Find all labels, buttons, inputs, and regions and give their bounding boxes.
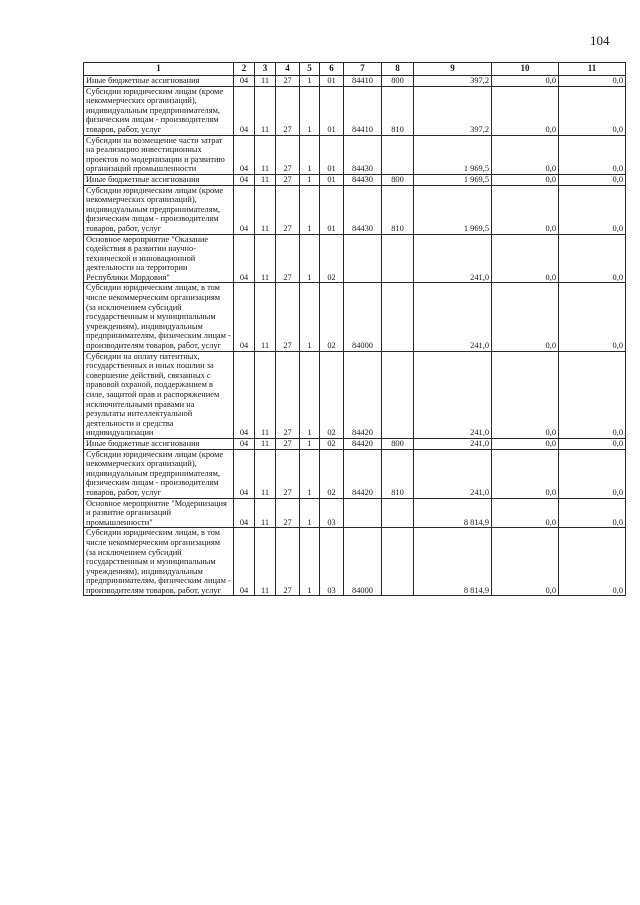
table-cell: 84430 bbox=[344, 135, 382, 174]
column-header: 7 bbox=[344, 63, 382, 76]
table-cell: 11 bbox=[255, 174, 276, 185]
table-cell: 810 bbox=[382, 449, 414, 498]
table-cell: 04 bbox=[234, 351, 255, 438]
table-cell bbox=[382, 528, 414, 596]
table-cell bbox=[382, 351, 414, 438]
table-cell: 241,0 bbox=[414, 438, 492, 449]
table-cell: 241,0 bbox=[414, 234, 492, 283]
table-cell: 0,0 bbox=[559, 438, 626, 449]
table-cell: 03 bbox=[320, 498, 344, 528]
table-cell: 27 bbox=[276, 498, 300, 528]
table-cell: 241,0 bbox=[414, 351, 492, 438]
table-cell: 810 bbox=[382, 86, 414, 135]
row-name-cell: Субсидии юридическим лицам (кроме некоммерческих организаций), индивидуальным предпринимателям, физическим лицам - производителям товаров, работ, услуг bbox=[84, 185, 234, 234]
table-cell: 0,0 bbox=[559, 174, 626, 185]
table-cell: 0,0 bbox=[492, 135, 559, 174]
table-row bbox=[84, 283, 626, 351]
table-cell: 01 bbox=[320, 86, 344, 135]
table-row bbox=[84, 438, 626, 449]
table-cell: 0,0 bbox=[492, 498, 559, 528]
table-cell: 01 bbox=[320, 76, 344, 87]
table-cell: 27 bbox=[276, 174, 300, 185]
table-cell: 0,0 bbox=[492, 174, 559, 185]
table-cell: 1 bbox=[300, 86, 320, 135]
table-cell: 0,0 bbox=[492, 283, 559, 351]
table-cell: 01 bbox=[320, 135, 344, 174]
table-cell: 11 bbox=[255, 76, 276, 87]
column-header: 1 bbox=[84, 63, 234, 76]
table-row bbox=[84, 185, 626, 234]
table-cell: 1 bbox=[300, 351, 320, 438]
table-cell: 1 bbox=[300, 438, 320, 449]
table-cell: 01 bbox=[320, 185, 344, 234]
table-row bbox=[84, 498, 626, 528]
table-cell: 04 bbox=[234, 174, 255, 185]
table-cell: 04 bbox=[234, 76, 255, 87]
table-cell: 1 bbox=[300, 449, 320, 498]
table-cell: 1 bbox=[300, 76, 320, 87]
page-number: 104 bbox=[590, 33, 610, 48]
column-header: 6 bbox=[320, 63, 344, 76]
table-cell bbox=[344, 234, 382, 283]
budget-table bbox=[83, 62, 626, 596]
table-cell: 27 bbox=[276, 283, 300, 351]
table-cell: 0,0 bbox=[492, 86, 559, 135]
table-cell: 04 bbox=[234, 498, 255, 528]
table-cell: 800 bbox=[382, 76, 414, 87]
table-cell: 11 bbox=[255, 135, 276, 174]
table-cell: 1 969,5 bbox=[414, 174, 492, 185]
table-cell: 27 bbox=[276, 449, 300, 498]
column-header: 8 bbox=[382, 63, 414, 76]
table-cell: 0,0 bbox=[559, 86, 626, 135]
table-cell: 04 bbox=[234, 449, 255, 498]
table-row bbox=[84, 234, 626, 283]
table-row bbox=[84, 86, 626, 135]
table-cell bbox=[382, 234, 414, 283]
table-cell: 11 bbox=[255, 438, 276, 449]
table-cell: 02 bbox=[320, 351, 344, 438]
table-cell: 27 bbox=[276, 135, 300, 174]
table-cell: 1 bbox=[300, 234, 320, 283]
table-cell: 241,0 bbox=[414, 283, 492, 351]
table-cell: 11 bbox=[255, 498, 276, 528]
column-header: 4 bbox=[276, 63, 300, 76]
header-row bbox=[84, 63, 626, 76]
table-cell: 0,0 bbox=[492, 528, 559, 596]
table-cell: 0,0 bbox=[492, 449, 559, 498]
table-cell: 397,2 bbox=[414, 86, 492, 135]
table-cell: 8 814,9 bbox=[414, 528, 492, 596]
table-cell bbox=[344, 498, 382, 528]
table-cell: 04 bbox=[234, 86, 255, 135]
table-cell: 11 bbox=[255, 185, 276, 234]
table-cell: 0,0 bbox=[492, 76, 559, 87]
table-cell: 810 bbox=[382, 185, 414, 234]
table-cell: 02 bbox=[320, 283, 344, 351]
table-cell: 1 bbox=[300, 185, 320, 234]
table-cell: 04 bbox=[234, 135, 255, 174]
column-header: 11 bbox=[559, 63, 626, 76]
table-cell: 84410 bbox=[344, 86, 382, 135]
table-row bbox=[84, 449, 626, 498]
table-cell: 241,0 bbox=[414, 449, 492, 498]
table-cell: 04 bbox=[234, 185, 255, 234]
table-cell bbox=[382, 135, 414, 174]
table-cell: 0,0 bbox=[559, 135, 626, 174]
table-row bbox=[84, 528, 626, 596]
table-cell: 1 969,5 bbox=[414, 135, 492, 174]
table-cell: 0,0 bbox=[559, 234, 626, 283]
row-name-cell: Иные бюджетные ассигнования bbox=[84, 174, 234, 185]
table-cell: 0,0 bbox=[559, 351, 626, 438]
table-cell: 84000 bbox=[344, 283, 382, 351]
table-cell: 84430 bbox=[344, 174, 382, 185]
table-cell: 27 bbox=[276, 86, 300, 135]
table-cell: 11 bbox=[255, 283, 276, 351]
table-cell: 0,0 bbox=[559, 185, 626, 234]
table-cell: 11 bbox=[255, 234, 276, 283]
table-cell: 27 bbox=[276, 234, 300, 283]
table-cell: 84420 bbox=[344, 449, 382, 498]
column-header: 3 bbox=[255, 63, 276, 76]
table-cell: 0,0 bbox=[492, 438, 559, 449]
table-cell: 1 bbox=[300, 528, 320, 596]
table-cell bbox=[382, 498, 414, 528]
table-row bbox=[84, 135, 626, 174]
table-cell: 84410 bbox=[344, 76, 382, 87]
table-cell: 84420 bbox=[344, 438, 382, 449]
table-cell: 84000 bbox=[344, 528, 382, 596]
table-cell: 0,0 bbox=[559, 528, 626, 596]
table-row bbox=[84, 174, 626, 185]
table-cell: 1 bbox=[300, 283, 320, 351]
row-name-cell: Основное мероприятие "Модернизация и развитие организаций промышленности" bbox=[84, 498, 234, 528]
table-cell: 27 bbox=[276, 438, 300, 449]
table-cell: 0,0 bbox=[559, 283, 626, 351]
column-header: 10 bbox=[492, 63, 559, 76]
table-cell: 11 bbox=[255, 528, 276, 596]
row-name-cell: Иные бюджетные ассигнования bbox=[84, 76, 234, 87]
row-name-cell: Субсидии юридическим лицам, в том числе некоммерческим организациям (за исключением субсидий государственным и муниципальным учреждениям), индивидуальным предпринимателям, физическим лицам - производителям товаров, работ, услуг bbox=[84, 283, 234, 351]
table-row bbox=[84, 76, 626, 87]
table-cell: 27 bbox=[276, 76, 300, 87]
column-header: 9 bbox=[414, 63, 492, 76]
table-cell: 1 bbox=[300, 174, 320, 185]
table-cell: 11 bbox=[255, 86, 276, 135]
table-cell: 0,0 bbox=[559, 449, 626, 498]
row-name-cell: Субсидии юридическим лицам (кроме некоммерческих организаций), индивидуальным предпринимателям, физическим лицам - производителям товаров, работ, услуг bbox=[84, 449, 234, 498]
table-row bbox=[84, 351, 626, 438]
column-header: 5 bbox=[300, 63, 320, 76]
table-cell: 27 bbox=[276, 351, 300, 438]
table-cell: 0,0 bbox=[492, 185, 559, 234]
table-cell: 0,0 bbox=[492, 351, 559, 438]
column-header: 2 bbox=[234, 63, 255, 76]
table-cell: 800 bbox=[382, 174, 414, 185]
table-cell: 800 bbox=[382, 438, 414, 449]
row-name-cell: Иные бюджетные ассигнования bbox=[84, 438, 234, 449]
table-cell: 02 bbox=[320, 438, 344, 449]
table-cell: 84420 bbox=[344, 351, 382, 438]
table-cell: 11 bbox=[255, 449, 276, 498]
table-cell: 27 bbox=[276, 185, 300, 234]
row-name-cell: Субсидии на оплату патентных, государственных и иных пошлин за совершение действий, связанных с правовой охраной, поддержанием в силе, защитой прав и распоряжением исключительными правами на результаты интеллектуальной деятельности и средства индивидуализации bbox=[84, 351, 234, 438]
table-cell: 84430 bbox=[344, 185, 382, 234]
table-cell: 02 bbox=[320, 234, 344, 283]
table-cell: 0,0 bbox=[559, 76, 626, 87]
table-cell: 04 bbox=[234, 528, 255, 596]
table-cell: 27 bbox=[276, 528, 300, 596]
row-name-cell: Субсидии на возмещение части затрат на реализацию инвестиционных проектов по модернизации и развитию организаций промышленности bbox=[84, 135, 234, 174]
table-cell: 02 bbox=[320, 449, 344, 498]
table-cell: 1 969,5 bbox=[414, 185, 492, 234]
table-cell: 1 bbox=[300, 135, 320, 174]
row-name-cell: Субсидии юридическим лицам, в том числе некоммерческим организациям (за исключением субсидий государственным и муниципальным учреждениям), индивидуальным предпринимателям, физическим лицам - производителям товаров, работ, услуг bbox=[84, 528, 234, 596]
table-cell: 03 bbox=[320, 528, 344, 596]
table-cell: 0,0 bbox=[559, 498, 626, 528]
table-cell: 11 bbox=[255, 351, 276, 438]
table-cell: 01 bbox=[320, 174, 344, 185]
table-cell: 04 bbox=[234, 438, 255, 449]
row-name-cell: Основное мероприятие "Оказание содействия в развитии научно-технической и инновационной деятельности на территории Республики Мордовия" bbox=[84, 234, 234, 283]
table-cell: 397,2 bbox=[414, 76, 492, 87]
table-cell: 04 bbox=[234, 283, 255, 351]
table-cell: 1 bbox=[300, 498, 320, 528]
table-cell bbox=[382, 283, 414, 351]
table-cell: 0,0 bbox=[492, 234, 559, 283]
table-cell: 04 bbox=[234, 234, 255, 283]
table-cell: 8 814,9 bbox=[414, 498, 492, 528]
row-name-cell: Субсидии юридическим лицам (кроме некоммерческих организаций), индивидуальным предпринимателям, физическим лицам - производителям товаров, работ, услуг bbox=[84, 86, 234, 135]
